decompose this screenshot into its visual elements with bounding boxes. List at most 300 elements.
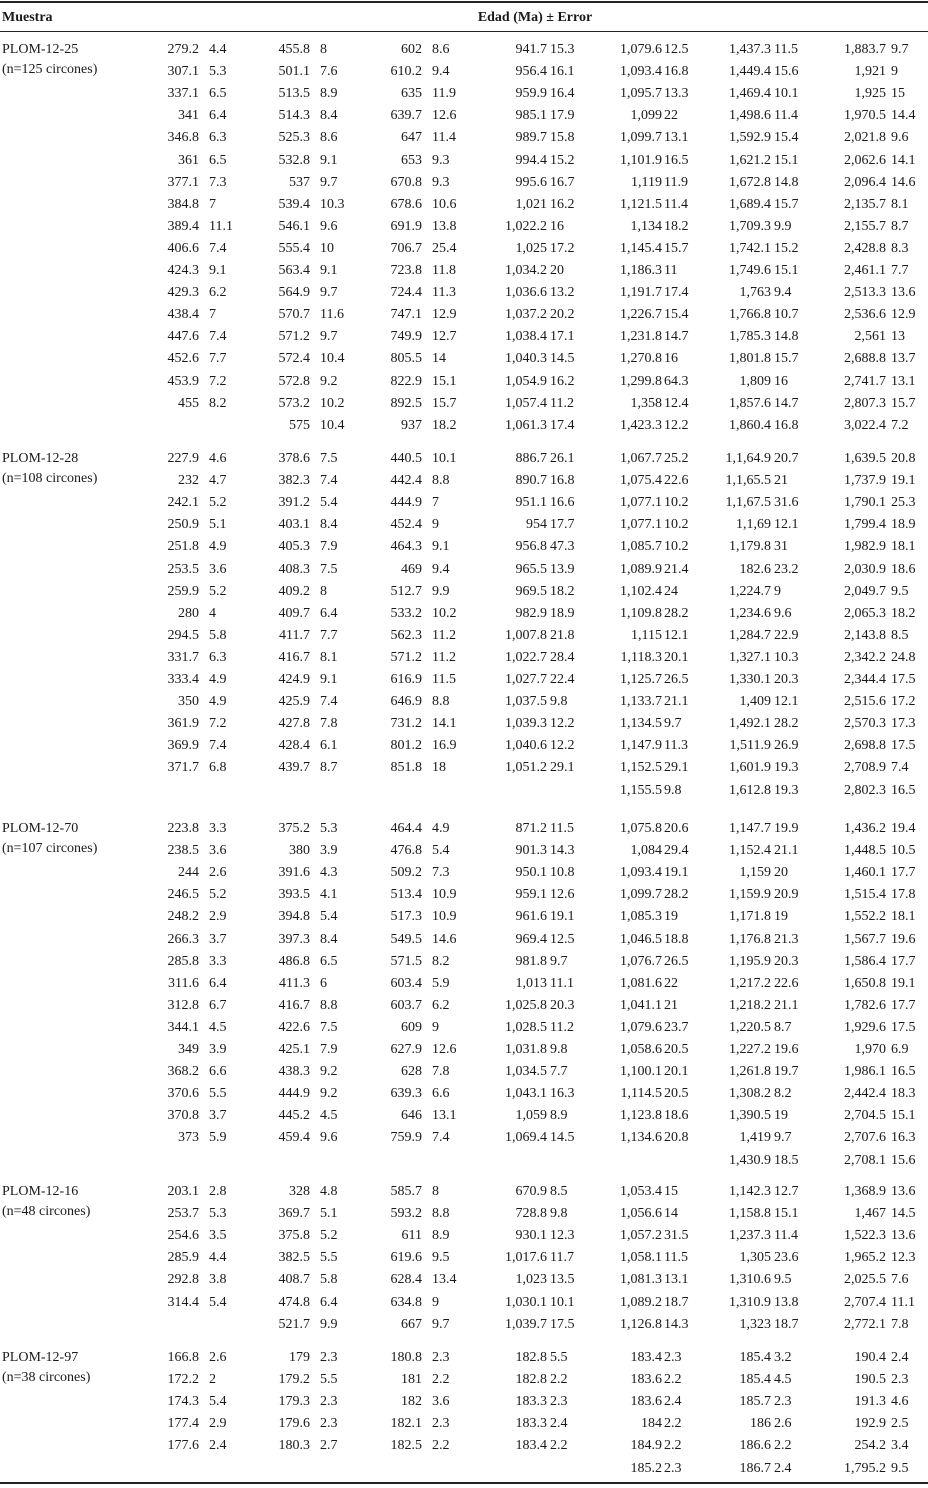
age-value: 1,040.6 <box>505 738 547 754</box>
age-error: 15 <box>891 86 905 102</box>
age-value: 950.1 <box>515 865 547 881</box>
sample-name: PLOM-12-97 <box>2 1350 79 1365</box>
age-error: 21 <box>664 997 678 1013</box>
age-error: 6.2 <box>209 285 227 301</box>
age-error: 6.4 <box>209 108 227 124</box>
age-value: 1,051.2 <box>505 760 547 776</box>
age-error: 4.5 <box>774 1372 792 1388</box>
age-error: 14.4 <box>891 108 916 124</box>
age-error: 9 <box>891 64 898 80</box>
age-error: 12.1 <box>774 694 799 710</box>
age-value: 1,099 <box>630 108 662 124</box>
age-error: 5.2 <box>209 583 227 599</box>
age-value: 1,1,69 <box>736 517 771 533</box>
age-value: 440.5 <box>390 451 422 466</box>
age-value: 375.8 <box>278 1228 310 1244</box>
age-value: 513.5 <box>278 86 310 102</box>
age-value: 1,226.7 <box>620 307 662 323</box>
age-value: 965.5 <box>515 561 547 577</box>
age-value: 333.4 <box>167 672 199 687</box>
age-value: 1,134.6 <box>620 1130 662 1146</box>
age-error: 10.3 <box>320 196 345 212</box>
header-muestra: Muestra <box>2 10 53 25</box>
age-value: 403.1 <box>278 517 310 533</box>
age-error: 18.6 <box>664 1108 689 1124</box>
age-error: 16.3 <box>550 1086 575 1102</box>
age-value: 1,059 <box>515 1108 547 1124</box>
age-error: 9.6 <box>774 605 792 621</box>
age-error: 8.8 <box>432 473 450 489</box>
age-error: 15.8 <box>550 130 575 146</box>
age-value: 1,689.4 <box>729 196 771 212</box>
age-value: 724.4 <box>390 285 422 301</box>
age-value: 514.3 <box>278 108 310 124</box>
age-error: 21.1 <box>664 694 689 710</box>
age-value: 1,672.8 <box>729 174 771 190</box>
age-error: 12.9 <box>432 307 457 323</box>
age-value: 1,284.7 <box>729 627 771 643</box>
age-value: 1,330.1 <box>729 672 771 687</box>
age-error: 10.2 <box>320 395 345 411</box>
age-value: 564.9 <box>278 285 310 301</box>
age-error: 18.8 <box>664 931 689 947</box>
age-value: 1,119 <box>631 174 662 190</box>
age-value: 1,1,65.5 <box>725 473 771 489</box>
age-value: 1,227.2 <box>729 1042 771 1057</box>
age-value: 628 <box>401 1064 422 1080</box>
age-error: 13.1 <box>664 130 689 146</box>
age-value: 1,323 <box>739 1316 771 1332</box>
age-error: 8.9 <box>432 1228 450 1244</box>
age-value: 1,022.7 <box>505 649 547 665</box>
age-error: 18.9 <box>891 517 916 533</box>
age-error: 19.9 <box>774 821 799 836</box>
age-error: 11.1 <box>209 218 233 234</box>
age-error: 29.1 <box>550 760 575 776</box>
age-error: 3.6 <box>209 561 227 577</box>
age-value: 985.1 <box>515 108 547 124</box>
age-error: 16.2 <box>550 196 575 212</box>
age-error: 2.8 <box>209 1184 227 1199</box>
age-value: 1,134 <box>630 218 662 234</box>
age-value: 728.8 <box>515 1206 547 1222</box>
age-value: 183.3 <box>515 1416 547 1432</box>
age-error: 13.5 <box>550 1272 575 1288</box>
age-error: 3.6 <box>432 1394 450 1410</box>
age-value: 382.5 <box>278 1250 310 1266</box>
age-value: 562.3 <box>390 627 422 643</box>
age-value: 1,785.3 <box>729 329 771 345</box>
age-value: 391.6 <box>278 865 310 881</box>
age-error: 20.5 <box>664 1086 689 1102</box>
age-value: 1,639.5 <box>844 451 886 466</box>
age-value: 646.9 <box>390 694 422 710</box>
age-value: 691.9 <box>390 218 422 234</box>
age-value: 634.8 <box>390 1294 422 1310</box>
age-value: 185.2 <box>630 1460 662 1476</box>
age-error: 18.3 <box>891 1086 916 1102</box>
age-value: 956.8 <box>515 539 547 555</box>
age-value: 1,749.6 <box>729 263 771 278</box>
age-error: 2.6 <box>209 865 227 881</box>
age-error: 25.4 <box>432 240 457 256</box>
age-error: 28.4 <box>550 649 575 665</box>
age-value: 1,171.8 <box>729 909 771 925</box>
age-error: 14.3 <box>550 843 575 859</box>
age-error: 17.7 <box>891 865 916 881</box>
age-value: 370.6 <box>167 1086 199 1102</box>
age-value: 1,039.3 <box>505 716 547 732</box>
age-error: 8.4 <box>320 108 338 124</box>
age-error: 15.1 <box>774 263 799 278</box>
age-value: 378.6 <box>278 451 310 466</box>
age-value: 1,022.2 <box>505 218 547 234</box>
age-error: 18.7 <box>664 1294 689 1310</box>
sample-count: (n=38 circones) <box>2 1370 91 1385</box>
age-error: 28.2 <box>664 605 689 621</box>
age-error: 64.3 <box>664 373 689 389</box>
age-value: 1,970 <box>854 1042 886 1057</box>
age-value: 251.8 <box>167 539 199 555</box>
age-error: 9.7 <box>664 716 682 732</box>
age-value: 182.1 <box>390 1416 422 1432</box>
age-value: 1,782.6 <box>844 997 886 1013</box>
age-error: 6.8 <box>209 760 227 776</box>
age-error: 11.3 <box>664 738 688 754</box>
age-error: 15.3 <box>550 42 575 57</box>
age-value: 951.1 <box>515 495 547 511</box>
header-rule <box>0 31 928 32</box>
age-value: 2,707.6 <box>844 1130 886 1146</box>
age-value: 1,310.6 <box>729 1272 771 1288</box>
age-error: 5.9 <box>209 1130 227 1146</box>
age-value: 2,807.3 <box>844 395 886 411</box>
age-error: 8.1 <box>891 196 909 212</box>
age-error: 10.1 <box>550 1294 575 1310</box>
age-value: 1,982.9 <box>844 539 886 555</box>
age-error: 4.7 <box>209 473 227 489</box>
age-error: 26.1 <box>550 451 575 466</box>
age-value: 1,101.9 <box>620 152 662 168</box>
age-value: 1,021 <box>515 196 547 212</box>
age-value: 1,217.2 <box>729 975 771 991</box>
age-value: 1,1,64.9 <box>725 451 771 466</box>
age-error: 6.2 <box>432 997 450 1013</box>
age-error: 14 <box>432 351 446 367</box>
age-error: 10.7 <box>774 307 799 323</box>
age-error: 2.4 <box>209 1438 227 1454</box>
age-value: 181 <box>401 1372 422 1388</box>
age-value: 1,469.4 <box>729 86 771 102</box>
age-error: 5.3 <box>320 821 338 836</box>
age-value: 1,390.5 <box>729 1108 771 1124</box>
age-error: 14.1 <box>432 716 457 732</box>
age-error: 3.7 <box>209 931 227 947</box>
age-error: 12.1 <box>664 627 689 643</box>
sample-count: (n=108 circones) <box>2 471 98 486</box>
age-error: 20.7 <box>774 451 799 466</box>
age-value: 285.9 <box>167 1250 199 1266</box>
age-error: 9.4 <box>774 285 792 301</box>
age-error: 7.7 <box>550 1064 568 1080</box>
age-error: 11.2 <box>550 395 574 411</box>
age-error: 18.2 <box>550 583 575 599</box>
age-error: 9.1 <box>320 263 338 278</box>
age-value: 183.6 <box>630 1372 662 1388</box>
age-error: 9.9 <box>320 1316 338 1332</box>
age-error: 7.4 <box>432 1130 450 1146</box>
age-error: 18.2 <box>664 218 689 234</box>
age-value: 408.7 <box>278 1272 310 1288</box>
age-value: 416.7 <box>278 997 310 1013</box>
age-value: 1,053.4 <box>620 1184 662 1199</box>
age-error: 7.9 <box>320 1042 338 1057</box>
age-error: 11.2 <box>550 1019 574 1035</box>
bottom-rule <box>0 1482 928 1484</box>
age-value: 312.8 <box>167 997 199 1013</box>
age-error: 5.8 <box>209 627 227 643</box>
top-rule <box>0 1 928 3</box>
age-value: 2,708.1 <box>844 1152 886 1168</box>
age-error: 26.9 <box>774 738 799 754</box>
age-value: 1,126.8 <box>620 1316 662 1332</box>
age-error: 6.7 <box>209 997 227 1013</box>
age-error: 22.4 <box>550 672 575 687</box>
age-value: 406.6 <box>167 240 199 256</box>
age-value: 253.7 <box>167 1206 199 1222</box>
age-error: 19.1 <box>550 909 575 925</box>
age-value: 602 <box>401 42 422 57</box>
age-error: 11 <box>664 263 678 278</box>
age-value: 1,114.5 <box>620 1086 662 1102</box>
age-value: 424.9 <box>278 672 310 687</box>
age-error: 14.3 <box>664 1316 689 1332</box>
age-error: 17.5 <box>550 1316 575 1332</box>
age-value: 453.9 <box>167 373 199 389</box>
age-value: 411.7 <box>279 627 310 643</box>
age-value: 533.2 <box>390 605 422 621</box>
age-value: 183.4 <box>515 1438 547 1454</box>
age-value: 180.3 <box>278 1438 310 1454</box>
age-value: 1,046.5 <box>620 931 662 947</box>
age-error: 13.6 <box>891 1228 916 1244</box>
age-value: 405.3 <box>278 539 310 555</box>
age-error: 14.7 <box>664 329 689 345</box>
age-value: 1,860.4 <box>729 417 771 433</box>
age-error: 22.9 <box>774 627 799 643</box>
age-error: 9.2 <box>320 1064 338 1080</box>
age-value: 186.7 <box>739 1460 771 1476</box>
age-error: 19 <box>774 1108 788 1124</box>
age-error: 26.5 <box>664 953 689 969</box>
age-error: 17.2 <box>891 694 916 710</box>
age-error: 2.4 <box>891 1350 909 1365</box>
age-error: 2.4 <box>774 1460 792 1476</box>
age-error: 8.1 <box>320 649 338 665</box>
age-value: 678.6 <box>390 196 422 212</box>
age-value: 1,081.6 <box>620 975 662 991</box>
age-error: 2.4 <box>550 1416 568 1432</box>
age-error: 19.1 <box>664 865 689 881</box>
age-value: 1,034.2 <box>505 263 547 278</box>
age-value: 603.7 <box>390 997 422 1013</box>
sample-name: PLOM-12-28 <box>2 451 79 466</box>
age-error: 6.4 <box>320 1294 338 1310</box>
age-error: 11.2 <box>432 627 456 643</box>
age-error: 15.7 <box>664 240 689 256</box>
header-edad-error: Edad (Ma) ± Error <box>477 10 593 25</box>
age-error: 4.8 <box>320 1184 338 1199</box>
age-error: 7.4 <box>209 738 227 754</box>
age-value: 185.4 <box>739 1372 771 1388</box>
age-error: 9.8 <box>550 1042 568 1057</box>
age-value: 1,186.3 <box>620 263 662 278</box>
age-error: 5.8 <box>320 1272 338 1288</box>
age-value: 238.5 <box>167 843 199 859</box>
age-value: 731.2 <box>390 716 422 732</box>
age-error: 8.5 <box>891 627 909 643</box>
age-error: 23.7 <box>664 1019 689 1035</box>
age-error: 12.2 <box>550 716 575 732</box>
age-error: 18.1 <box>891 909 916 925</box>
age-value: 369.7 <box>278 1206 310 1222</box>
age-value: 1,612.8 <box>729 782 771 798</box>
age-value: 1,460.1 <box>844 865 886 881</box>
age-value: 469 <box>401 561 422 577</box>
age-value: 635 <box>401 86 422 102</box>
age-error: 11.1 <box>550 975 574 991</box>
age-value: 525.3 <box>278 130 310 146</box>
age-value: 954 <box>526 517 547 533</box>
age-error: 20.1 <box>664 649 689 665</box>
age-value: 1,358 <box>630 395 662 411</box>
age-value: 184 <box>641 1416 662 1432</box>
age-value: 182.5 <box>390 1438 422 1454</box>
age-error: 17.4 <box>550 417 575 433</box>
age-error: 19.7 <box>774 1064 799 1080</box>
age-value: 2,708.9 <box>844 760 886 776</box>
age-value: 1,448.5 <box>844 843 886 859</box>
age-value: 1,025.8 <box>505 997 547 1013</box>
age-error: 20.3 <box>774 953 799 969</box>
age-value: 186 <box>750 1416 771 1432</box>
age-error: 18.6 <box>891 561 916 577</box>
age-value: 509.2 <box>390 865 422 881</box>
age-value: 1,147.9 <box>620 738 662 754</box>
age-value: 1,023 <box>515 1272 547 1288</box>
age-value: 1,093.4 <box>620 64 662 80</box>
age-error: 2.7 <box>320 1438 338 1454</box>
age-value: 1,076.7 <box>620 953 662 969</box>
age-value: 871.2 <box>515 821 547 836</box>
age-value: 549.5 <box>390 931 422 947</box>
age-value: 190.4 <box>854 1350 886 1365</box>
age-error: 11.7 <box>550 1250 574 1266</box>
age-error: 6.4 <box>209 975 227 991</box>
age-value: 1,436.2 <box>844 821 886 836</box>
age-error: 18.2 <box>891 605 916 621</box>
age-value: 1,327.1 <box>729 649 771 665</box>
age-value: 1,057.2 <box>620 1228 662 1244</box>
age-error: 2.3 <box>891 1372 909 1388</box>
age-value: 192.9 <box>854 1416 886 1432</box>
age-value: 646 <box>401 1108 422 1124</box>
age-error: 2.2 <box>664 1438 682 1454</box>
age-value: 2,143.8 <box>844 627 886 643</box>
age-value: 571.2 <box>390 649 422 665</box>
age-value: 749.9 <box>390 329 422 345</box>
age-error: 29.4 <box>664 843 689 859</box>
age-value: 444.9 <box>278 1086 310 1102</box>
age-error: 3.9 <box>320 843 338 859</box>
age-value: 1,040.3 <box>505 351 547 367</box>
age-value: 1,134.5 <box>620 716 662 732</box>
age-value: 539.4 <box>278 196 310 212</box>
age-error: 2.6 <box>774 1416 792 1432</box>
age-error: 26.5 <box>664 672 689 687</box>
age-value: 1,027.7 <box>505 672 547 687</box>
age-value: 391.2 <box>278 495 310 511</box>
age-error: 7.4 <box>320 473 338 489</box>
age-value: 1,038.4 <box>505 329 547 345</box>
age-value: 285.8 <box>167 953 199 969</box>
age-value: 166.8 <box>167 1350 199 1365</box>
age-error: 12.5 <box>664 42 689 57</box>
age-value: 1,586.4 <box>844 953 886 969</box>
sample-name: PLOM-12-25 <box>2 42 79 57</box>
age-error: 16.2 <box>550 373 575 389</box>
age-value: 459.4 <box>278 1130 310 1146</box>
age-value: 280 <box>178 605 199 621</box>
age-error: 8.7 <box>320 760 338 776</box>
age-error: 5.2 <box>209 887 227 903</box>
age-value: 1,409 <box>739 694 771 710</box>
age-error: 2.9 <box>209 909 227 925</box>
age-error: 19 <box>774 909 788 925</box>
age-value: 179.6 <box>278 1416 310 1432</box>
age-value: 956.4 <box>515 64 547 80</box>
age-error: 8.2 <box>209 395 227 411</box>
age-value: 375.2 <box>278 821 310 836</box>
age-error: 47.3 <box>550 539 575 555</box>
age-error: 15.7 <box>891 395 916 411</box>
age-value: 1,075.8 <box>620 821 662 836</box>
age-value: 667 <box>401 1316 422 1332</box>
age-error: 9.1 <box>432 539 450 555</box>
age-value: 593.2 <box>390 1206 422 1222</box>
age-value: 1,237.3 <box>729 1228 771 1244</box>
age-error: 21.3 <box>774 931 799 947</box>
age-error: 15.7 <box>774 351 799 367</box>
age-error: 2.3 <box>320 1394 338 1410</box>
age-error: 6.6 <box>432 1086 450 1102</box>
age-value: 1,552.2 <box>844 909 886 925</box>
age-value: 183.3 <box>515 1394 547 1410</box>
age-value: 1,522.3 <box>844 1228 886 1244</box>
age-error: 19.3 <box>774 782 799 798</box>
age-value: 1,191.7 <box>620 285 662 301</box>
sample-name: PLOM-12-16 <box>2 1184 79 1199</box>
age-value: 1,766.8 <box>729 307 771 323</box>
age-error: 2.2 <box>664 1372 682 1388</box>
age-error: 6.4 <box>320 605 338 621</box>
age-error: 10.8 <box>550 865 575 881</box>
age-value: 1,449.4 <box>729 64 771 80</box>
age-value: 759.9 <box>390 1130 422 1146</box>
age-value: 1,089.9 <box>620 561 662 577</box>
age-error: 4.9 <box>209 672 227 687</box>
age-value: 1,737.9 <box>844 473 886 489</box>
